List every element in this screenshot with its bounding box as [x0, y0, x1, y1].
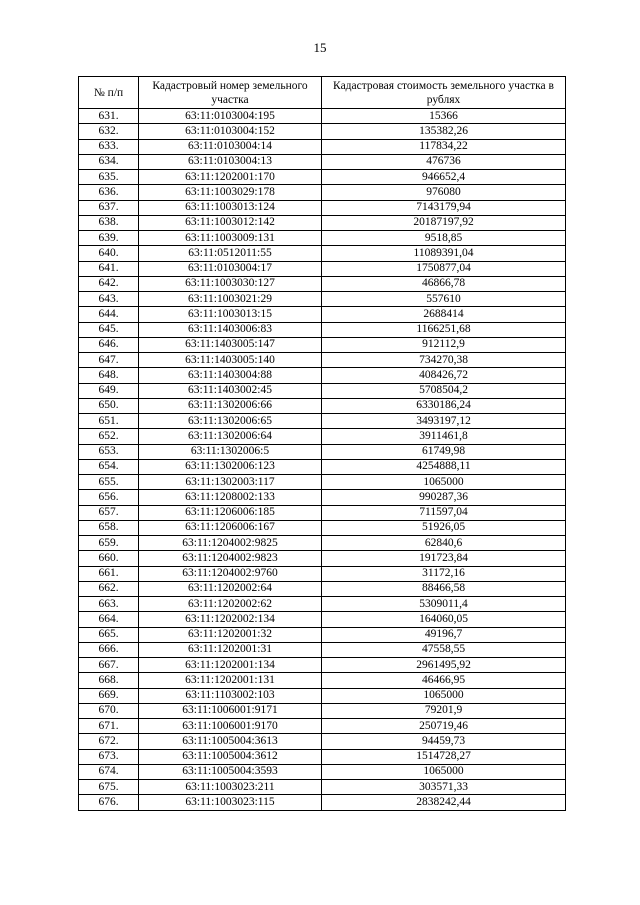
row-number: 636. [79, 185, 139, 200]
table-row [79, 383, 566, 398]
row-number: 653. [79, 444, 139, 459]
cadastral-number: 63:11:1202001:31 [139, 642, 322, 657]
cadastral-value: 11089391,04 [322, 246, 566, 261]
cadastral-number: 63:11:0512011:55 [139, 246, 322, 261]
cadastral-number: 63:11:1003021:29 [139, 292, 322, 307]
row-number: 647. [79, 353, 139, 368]
cadastral-value: 31172,16 [322, 566, 566, 581]
table-row [79, 444, 566, 459]
table-row [79, 398, 566, 413]
cadastral-number: 63:11:1206006:185 [139, 505, 322, 520]
cadastral-value: 2838242,44 [322, 795, 566, 810]
table-row [79, 459, 566, 474]
cadastral-value: 1514728,27 [322, 749, 566, 764]
table-row [79, 124, 566, 139]
table-row [79, 536, 566, 551]
cadastral-value: 20187197,92 [322, 215, 566, 230]
table-row [79, 719, 566, 734]
cadastral-number: 63:11:1202002:62 [139, 597, 322, 612]
row-number: 661. [79, 566, 139, 581]
table-row [79, 795, 566, 810]
cadastral-value: 303571,33 [322, 780, 566, 795]
row-number: 639. [79, 231, 139, 246]
row-number: 670. [79, 703, 139, 718]
cadastral-number: 63:11:1204002:9760 [139, 566, 322, 581]
row-number: 644. [79, 307, 139, 322]
cadastral-number: 63:11:1006001:9170 [139, 719, 322, 734]
row-number: 641. [79, 261, 139, 276]
cadastral-number: 63:11:1202001:131 [139, 673, 322, 688]
cadastral-number: 63:11:1403004:88 [139, 368, 322, 383]
cadastral-number: 63:11:1005004:3612 [139, 749, 322, 764]
cadastral-number: 63:11:1202001:134 [139, 658, 322, 673]
row-number: 669. [79, 688, 139, 703]
cadastral-value: 9518,85 [322, 231, 566, 246]
table-row [79, 185, 566, 200]
row-number: 660. [79, 551, 139, 566]
row-number: 649. [79, 383, 139, 398]
row-number: 668. [79, 673, 139, 688]
row-number: 662. [79, 581, 139, 596]
cadastral-value: 946652,4 [322, 170, 566, 185]
cadastral-value: 46466,95 [322, 673, 566, 688]
row-number: 658. [79, 520, 139, 535]
cadastral-number: 63:11:1003023:115 [139, 795, 322, 810]
cadastral-number: 63:11:1202001:32 [139, 627, 322, 642]
cadastral-value: 117834,22 [322, 139, 566, 154]
cadastral-number: 63:11:1206006:167 [139, 520, 322, 535]
table-row [79, 261, 566, 276]
cadastral-value: 1065000 [322, 764, 566, 779]
table-row [79, 200, 566, 215]
table-row [79, 520, 566, 535]
table-row [79, 154, 566, 169]
cadastral-value: 6330186,24 [322, 398, 566, 413]
cadastral-number: 63:11:1003023:211 [139, 780, 322, 795]
cadastral-number: 63:11:1003029:178 [139, 185, 322, 200]
row-number: 675. [79, 780, 139, 795]
cadastral-value: 1750877,04 [322, 261, 566, 276]
cadastral-value: 1166251,68 [322, 322, 566, 337]
cadastral-number: 63:11:1403002:45 [139, 383, 322, 398]
cadastral-number: 63:11:1006001:9171 [139, 703, 322, 718]
table-row [79, 551, 566, 566]
table-row [79, 368, 566, 383]
cadastral-number: 63:11:1302006:66 [139, 398, 322, 413]
cadastral-value: 1065000 [322, 475, 566, 490]
row-number: 631. [79, 109, 139, 124]
table-row [79, 170, 566, 185]
cadastral-value: 711597,04 [322, 505, 566, 520]
row-number: 659. [79, 536, 139, 551]
cadastral-value: 250719,46 [322, 719, 566, 734]
cadastral-number: 63:11:1202002:134 [139, 612, 322, 627]
cadastral-value: 88466,58 [322, 581, 566, 596]
table-row [79, 292, 566, 307]
table-row [79, 322, 566, 337]
row-number: 646. [79, 337, 139, 352]
table-row [79, 475, 566, 490]
cadastral-value: 408426,72 [322, 368, 566, 383]
table-row [79, 627, 566, 642]
cadastral-number: 63:11:1202001:170 [139, 170, 322, 185]
row-number: 632. [79, 124, 139, 139]
cadastral-value: 51926,05 [322, 520, 566, 535]
cadastral-value: 734270,38 [322, 353, 566, 368]
cadastral-number: 63:11:1005004:3613 [139, 734, 322, 749]
cadastral-number: 63:11:1302006:64 [139, 429, 322, 444]
cadastral-value: 3911461,8 [322, 429, 566, 444]
row-number: 652. [79, 429, 139, 444]
cadastral-number: 63:11:1204002:9825 [139, 536, 322, 551]
page-number: 15 [313, 40, 327, 55]
row-number: 671. [79, 719, 139, 734]
table-row [79, 231, 566, 246]
cadastral-number: 63:11:1204002:9823 [139, 551, 322, 566]
row-number: 656. [79, 490, 139, 505]
cadastral-value: 3493197,12 [322, 414, 566, 429]
cadastral-value: 912112,9 [322, 337, 566, 352]
table-header-row [79, 77, 566, 109]
cadastral-value: 5708504,2 [322, 383, 566, 398]
cadastral-value: 4254888,11 [322, 459, 566, 474]
cadastral-number: 63:11:0103004:152 [139, 124, 322, 139]
cadastral-number: 63:11:0103004:17 [139, 261, 322, 276]
row-number: 640. [79, 246, 139, 261]
table-row [79, 597, 566, 612]
table-row [79, 780, 566, 795]
row-number: 657. [79, 505, 139, 520]
table-row [79, 642, 566, 657]
row-number: 643. [79, 292, 139, 307]
cadastral-number: 63:11:1005004:3593 [139, 764, 322, 779]
cadastral-value: 476736 [322, 154, 566, 169]
row-number: 633. [79, 139, 139, 154]
table-row [79, 673, 566, 688]
cadastral-value: 62840,6 [322, 536, 566, 551]
cadastral-number: 63:11:0103004:195 [139, 109, 322, 124]
table-row [79, 566, 566, 581]
table-row [79, 414, 566, 429]
table-row [79, 337, 566, 352]
cadastral-number: 63:11:0103004:13 [139, 154, 322, 169]
cadastral-number: 63:11:1103002:103 [139, 688, 322, 703]
cadastral-number: 63:11:1003013:15 [139, 307, 322, 322]
row-number: 665. [79, 627, 139, 642]
cadastral-value: 976080 [322, 185, 566, 200]
row-number: 637. [79, 200, 139, 215]
row-number: 673. [79, 749, 139, 764]
table-row [79, 658, 566, 673]
row-number: 638. [79, 215, 139, 230]
table-row [79, 109, 566, 124]
table-row [79, 764, 566, 779]
cadastral-number: 63:11:1202002:64 [139, 581, 322, 596]
table-row [79, 612, 566, 627]
cadastral-value: 5309011,4 [322, 597, 566, 612]
cadastral-value: 164060,05 [322, 612, 566, 627]
table-row [79, 307, 566, 322]
cadastral-number: 63:11:1003012:142 [139, 215, 322, 230]
cadastral-number: 63:11:1003030:127 [139, 276, 322, 291]
table-row [79, 749, 566, 764]
cadastral-value: 557610 [322, 292, 566, 307]
table-row [79, 353, 566, 368]
cadastral-value: 1065000 [322, 688, 566, 703]
table-row [79, 276, 566, 291]
row-number: 676. [79, 795, 139, 810]
table-row [79, 246, 566, 261]
header-cadastral-value: Кадастровая стоимость земельного участка в рублях [322, 77, 566, 109]
cadastral-number: 63:11:1403006:83 [139, 322, 322, 337]
row-number: 642. [79, 276, 139, 291]
cadastral-value: 61749,98 [322, 444, 566, 459]
row-number: 651. [79, 414, 139, 429]
cadastral-value: 94459,73 [322, 734, 566, 749]
row-number: 648. [79, 368, 139, 383]
cadastral-value: 7143179,94 [322, 200, 566, 215]
cadastral-number: 63:11:1302006:65 [139, 414, 322, 429]
row-number: 635. [79, 170, 139, 185]
table-row [79, 703, 566, 718]
cadastral-value: 46866,78 [322, 276, 566, 291]
cadastral-value: 990287,36 [322, 490, 566, 505]
cadastral-value: 2688414 [322, 307, 566, 322]
table-row [79, 139, 566, 154]
header-num: № п/п [79, 77, 139, 109]
row-number: 674. [79, 764, 139, 779]
row-number: 666. [79, 642, 139, 657]
table-row [79, 215, 566, 230]
cadastral-value: 135382,26 [322, 124, 566, 139]
cadastral-value: 2961495,92 [322, 658, 566, 673]
cadastral-value: 49196,7 [322, 627, 566, 642]
row-number: 650. [79, 398, 139, 413]
table-row [79, 688, 566, 703]
cadastral-number: 63:11:1302006:123 [139, 459, 322, 474]
table-row [79, 581, 566, 596]
table-row [79, 490, 566, 505]
row-number: 664. [79, 612, 139, 627]
row-number: 663. [79, 597, 139, 612]
table-row [79, 429, 566, 444]
row-number: 634. [79, 154, 139, 169]
cadastral-number: 63:11:1003009:131 [139, 231, 322, 246]
cadastral-number: 63:11:1302006:5 [139, 444, 322, 459]
cadastral-value: 79201,9 [322, 703, 566, 718]
row-number: 667. [79, 658, 139, 673]
table-row [79, 734, 566, 749]
cadastral-number: 63:11:1403005:140 [139, 353, 322, 368]
header-cadastral-number: Кадастровый номер земельного участка [139, 77, 322, 109]
cadastral-value: 15366 [322, 109, 566, 124]
cadastral-table [78, 76, 566, 811]
cadastral-number: 63:11:1302003:117 [139, 475, 322, 490]
cadastral-number: 63:11:1208002:133 [139, 490, 322, 505]
cadastral-number: 63:11:1403005:147 [139, 337, 322, 352]
cadastral-value: 47558,55 [322, 642, 566, 657]
row-number: 672. [79, 734, 139, 749]
row-number: 654. [79, 459, 139, 474]
table-row [79, 505, 566, 520]
cadastral-number: 63:11:0103004:14 [139, 139, 322, 154]
cadastral-number: 63:11:1003013:124 [139, 200, 322, 215]
row-number: 645. [79, 322, 139, 337]
cadastral-value: 191723,84 [322, 551, 566, 566]
row-number: 655. [79, 475, 139, 490]
